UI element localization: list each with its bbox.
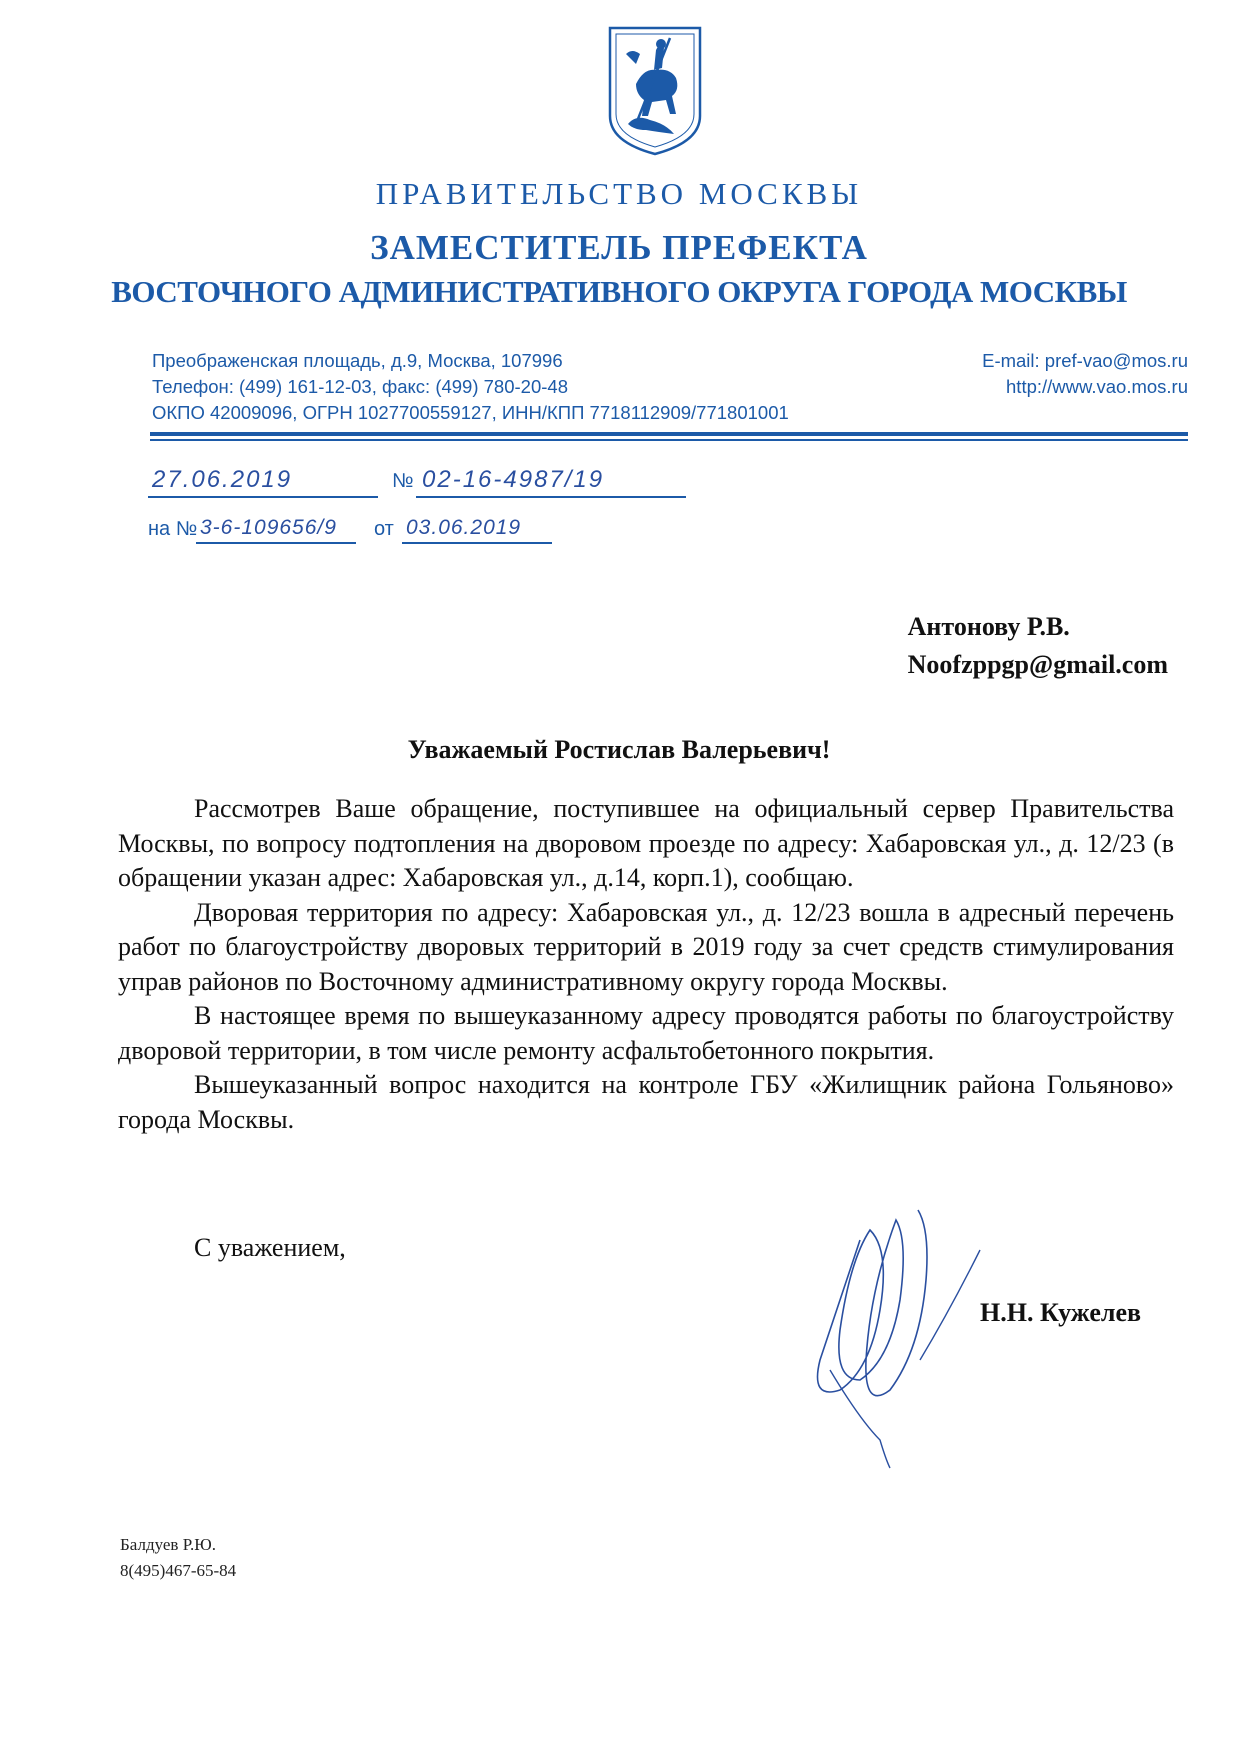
signer-name: Н.Н. Кужелев	[980, 1298, 1142, 1327]
addressee-block	[908, 608, 1168, 684]
number-underline	[416, 496, 686, 498]
contacts-right-block	[982, 348, 1188, 400]
government-title: ПРАВИТЕЛЬСТВО МОСКВЫ	[375, 176, 863, 211]
reply-to-number: 3-6-109656/9	[200, 516, 337, 539]
reply-date-underline	[402, 542, 552, 544]
letterhead-divider-thick	[150, 432, 1188, 436]
from-label: от	[374, 518, 394, 540]
body-paragraph: Рассмотрев Ваше обращение, поступившее на официальный сервер Правительства Москвы, по вопросу подтопления на дворовом проезде по адресу: Хабаровская ул., д. 12/23 (в обращении указан адрес: Хабаровская ул., д.14, корп.1), сообщаю.	[118, 794, 1174, 892]
district-title: ВОСТОЧНОГО АДМИНИСТРАТИВНОГО ОКРУГА ГОРОДА МОСКВЫ	[111, 274, 1127, 309]
addressee-name: Антонову Р.В.	[907, 612, 1070, 641]
greeting: Уважаемый Ростислав Валерьевич!	[407, 735, 831, 764]
date-underline	[148, 496, 378, 498]
moscow-coat-of-arms-icon	[606, 24, 704, 158]
reply-number-underline	[196, 542, 356, 544]
phone-line: Телефон: (499) 161-12-03, факс: (499) 780-20-48	[152, 376, 568, 397]
letterhead-divider-thin	[150, 439, 1188, 441]
number-label: №	[392, 470, 414, 492]
executor-phone: 8(495)467-65-84	[120, 1561, 237, 1580]
executor-block	[120, 1532, 236, 1584]
body-paragraph: В настоящее время по вышеуказанному адресу проводятся работы по благоустройству дворовой территории, в том числе ремонту асфальтобетонного покрытия.	[118, 1001, 1174, 1065]
position-title: ЗАМЕСТИТЕЛЬ ПРЕФЕКТА	[370, 228, 868, 267]
email-line: E-mail: pref-vao@mos.ru	[982, 350, 1188, 371]
codes-line: ОКПО 42009096, ОГРН 1027700559127, ИНН/КПП 7718112909/771801001	[152, 402, 789, 423]
registration-date: 27.06.2019	[152, 466, 293, 493]
body-paragraph: Вышеуказанный вопрос находится на контроле ГБУ «Жилищник района Гольяново» города Москвы.	[118, 1070, 1174, 1134]
body-paragraph: Дворовая территория по адресу: Хабаровская ул., д. 12/23 вошла в адресный перечень работ по благоустройству дворовых территорий в 2019 году за счет средств стимулирования управ районов по Восточному административному округу города Москвы.	[118, 897, 1174, 996]
registration-number: 02-16-4987/19	[422, 466, 605, 493]
contacts-left-block	[152, 348, 789, 426]
letter-body	[118, 792, 1174, 1137]
registration-reply-to	[148, 512, 708, 546]
reply-to-label: на №	[148, 518, 198, 540]
website-line: http://www.vao.mos.ru	[1006, 376, 1188, 397]
address-line: Преображенская площадь, д.9, Москва, 107996	[152, 350, 563, 371]
registration-date-number	[148, 466, 708, 500]
closing: С уважением,	[194, 1233, 346, 1262]
handwritten-signature	[800, 1190, 1000, 1470]
addressee-email: Noofzppgp@gmail.com	[907, 650, 1168, 679]
executor-name: Балдуев Р.Ю.	[120, 1535, 216, 1554]
reply-date: 03.06.2019	[406, 516, 522, 539]
